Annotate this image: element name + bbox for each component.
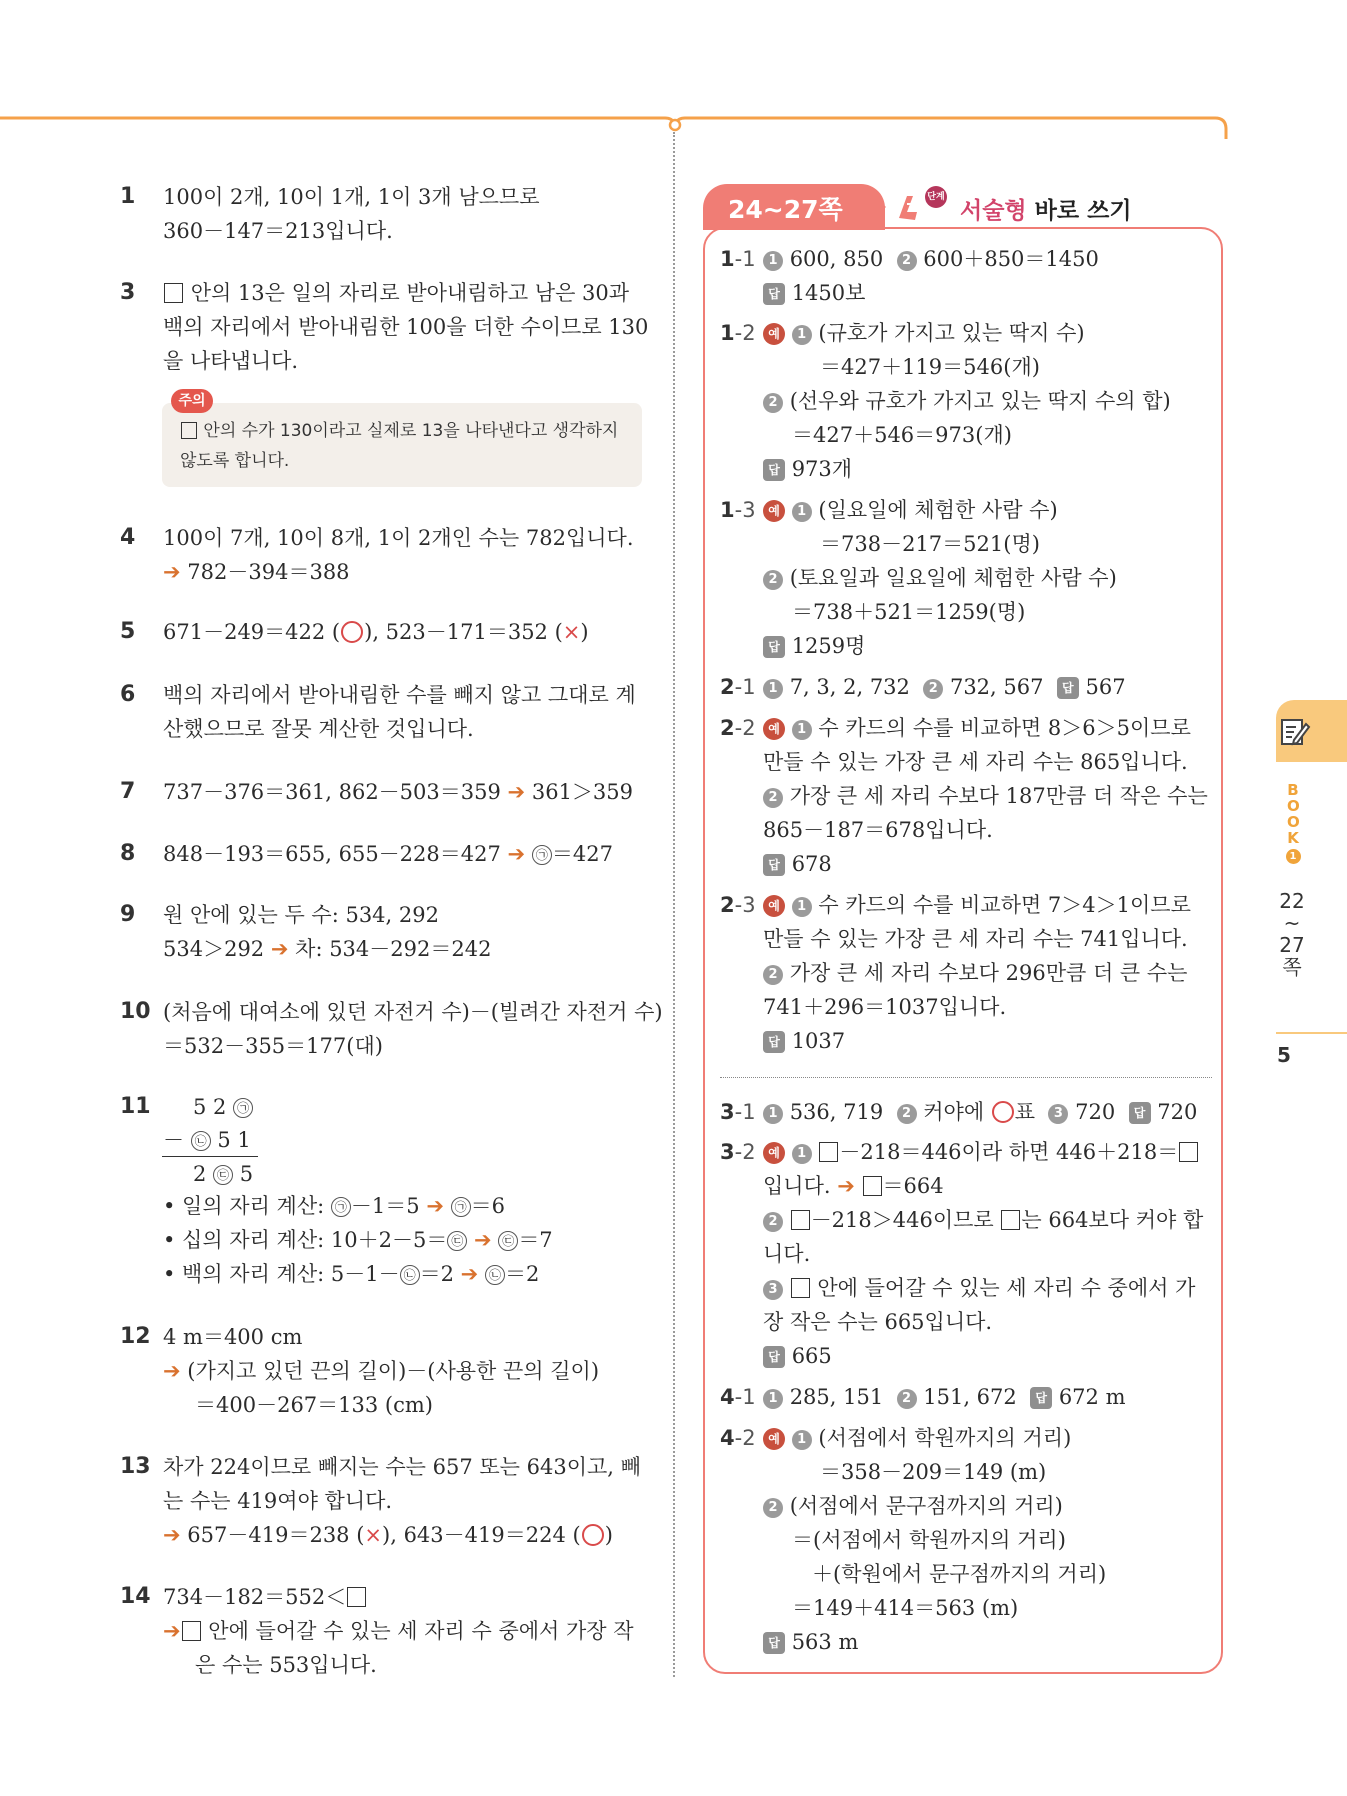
answer-value: 563 m [791, 1630, 859, 1654]
text-part: 는 664보다 커야 합 [1021, 1208, 1204, 1232]
subtraction-row-2 [163, 1123, 251, 1157]
text-part: 534＞292 [163, 937, 265, 961]
symbol-digeut: ㉢ [213, 1165, 233, 1185]
symbol-digeut: ㉢ [498, 1231, 518, 1251]
num-sub: -1 [734, 1385, 756, 1409]
answer-icon: 답 [1030, 1387, 1052, 1409]
text-line: 4 m＝400 cm [163, 1325, 303, 1349]
answer-number [720, 888, 756, 922]
step-icon [895, 190, 929, 224]
wrong-x-icon: × [364, 1523, 383, 1547]
page-end: 27 [1279, 933, 1305, 957]
text-line: (가지고 있던 끈의 길이)－(사용한 끈의 길이) [187, 1359, 600, 1383]
text-part: 600＋850＝1450 [923, 247, 1099, 271]
step-2-icon: 2 [897, 1104, 917, 1124]
text-line: 782－394＝388 [187, 560, 350, 584]
page-number: 5 [1277, 1043, 1291, 1067]
blank-box-icon [819, 1142, 838, 1162]
text-part: 361＞359 [531, 780, 634, 804]
symbol-nieun: ㉡ [191, 1131, 211, 1151]
num-sub: -1 [734, 247, 756, 271]
arrow-icon: ➔ [163, 1619, 181, 1643]
caution-badge: 주의 [171, 389, 213, 413]
page-start: 22 [1279, 889, 1305, 913]
text-line: 안의 13은 일의 자리로 받아내림하고 남은 30과 [190, 281, 630, 305]
text-line: 만들 수 있는 가장 큰 세 자리 수는 741입니다. [763, 927, 1188, 951]
text-part: 536, 719 [789, 1100, 884, 1124]
num-main: 3 [720, 1100, 735, 1124]
book-text: BOOK [1287, 781, 1300, 847]
text-part: 커야에 [923, 1100, 985, 1124]
blank-box-icon [1001, 1210, 1020, 1230]
section-title-rest: 바로 쓰기 [1026, 198, 1132, 224]
text-part: (서점에서 문구점까지의 거리) [789, 1494, 1063, 1518]
step-1-icon: 1 [763, 1389, 783, 1409]
text-line: 은 수는 553입니다. [195, 1653, 377, 1677]
digits: 5 2 [193, 1095, 227, 1119]
text-line: ＝738－217＝521(명) [820, 532, 1040, 556]
num-sub: -1 [734, 675, 756, 699]
blank-box-icon [164, 283, 183, 303]
step-2-icon: 2 [763, 570, 783, 590]
answer-number [720, 711, 756, 745]
arrow-icon: ➔ [507, 780, 526, 804]
text-line: 차가 224이므로 빼지는 수는 657 또는 643이고, 빼 [163, 1455, 641, 1479]
arrow-icon: ➔ [460, 1262, 479, 1286]
caution-line: 안의 수가 130이라고 실제로 13을 나타낸다고 생각하지 [203, 421, 619, 441]
problem-number: 8 [120, 841, 136, 866]
text-part: • 백의 자리 계산: 5－1－ [163, 1262, 400, 1286]
text-part: 안에 들어갈 수 있는 세 자리 수 중에서 가 [817, 1276, 1196, 1300]
problem-number: 1 [120, 184, 136, 209]
blank-box-icon [863, 1176, 882, 1196]
text-line: (처음에 대여소에 있던 자전거 수)－(빌려간 자전거 수) [163, 1000, 663, 1024]
caution-line: 않도록 합니다. [180, 451, 290, 471]
text-part: 720 [1075, 1100, 1116, 1124]
text-part: ＝7 [518, 1228, 553, 1252]
text-part: • 일의 자리 계산: [163, 1194, 325, 1218]
answer-value: 665 [791, 1344, 832, 1368]
step-1-icon: 1 [792, 720, 812, 740]
text-part: 600, 850 [789, 247, 884, 271]
answer-icon: 답 [763, 854, 785, 876]
header-rule [0, 115, 1230, 139]
digits: 5 1 [217, 1128, 251, 1152]
problem-number: 9 [120, 902, 136, 927]
num-sub: -2 [734, 716, 756, 740]
minus-sign: － [163, 1128, 184, 1152]
step-2-icon: 2 [897, 251, 917, 271]
answer-number [720, 493, 756, 527]
num-sub: -2 [734, 1140, 756, 1164]
text-line: 장 작은 수는 665입니다. [763, 1310, 993, 1334]
answer-number [720, 316, 756, 350]
notebook-pencil-icon [1278, 716, 1312, 748]
symbol-nieun: ㉡ [400, 1265, 420, 1285]
text-part: • 십의 자리 계산: 10＋2－5＝ [163, 1228, 448, 1252]
step-2-icon: 2 [897, 1389, 917, 1409]
num-sub: -1 [734, 1100, 756, 1124]
text-part: ＝6 [470, 1194, 505, 1218]
text-line: ＝(서점에서 학원까지의 거리) [792, 1528, 1066, 1552]
text-part: 입니다. [763, 1174, 831, 1198]
num-main: 4 [720, 1385, 735, 1409]
step-1-icon: 1 [792, 1144, 812, 1164]
answer-number [720, 1380, 756, 1414]
problem-number: 4 [120, 525, 136, 550]
step-1-icon: 1 [792, 325, 812, 345]
num-main: 1 [720, 321, 735, 345]
symbol-giyeok: ㉠ [451, 1197, 471, 1217]
num-sub: -2 [734, 321, 756, 345]
text-line: 는 수는 419여야 합니다. [163, 1489, 393, 1513]
step-1-icon: 1 [792, 897, 812, 917]
bullet-hundreds [163, 1258, 539, 1288]
text-part: 수 카드의 수를 비교하면 7＞4＞1이므로 [818, 893, 1191, 917]
text-part: 차: 534－292＝242 [295, 937, 492, 961]
text-part: (토요일과 일요일에 체험한 사람 수) [789, 566, 1117, 590]
symbol-giyeok: ㉠ [233, 1098, 253, 1118]
text-part: 가장 큰 세 자리 수보다 296만큼 더 큰 수는 [789, 961, 1188, 985]
example-icon: 예 [763, 1428, 785, 1450]
page-unit: 쪽 [1282, 955, 1302, 979]
problem-number: 6 [120, 682, 136, 707]
blank-box-icon [1179, 1142, 1198, 1162]
blank-box-icon [791, 1210, 810, 1230]
text-line: ＝532－355＝177(대) [163, 1034, 383, 1058]
example-icon: 예 [763, 1142, 785, 1164]
answer-value: 1450보 [791, 281, 866, 305]
blank-box-icon [182, 1621, 201, 1641]
text-line: ＋(학원에서 문구점까지의 거리) [812, 1562, 1107, 1586]
text-part: 151, 672 [923, 1385, 1017, 1409]
text-line: ＝149＋414＝563 (m) [792, 1596, 1019, 1620]
text-line: 100이 7개, 10이 8개, 1이 2개인 수는 782입니다. [163, 526, 634, 550]
example-icon: 예 [763, 323, 785, 345]
text-part: ＝2 [419, 1262, 454, 1286]
answer-number [720, 242, 756, 276]
answer-icon: 답 [763, 459, 785, 481]
symbol-giyeok: ㉠ [331, 1197, 351, 1217]
blank-box-icon [181, 422, 197, 439]
symbol-nieun: ㉡ [485, 1265, 505, 1285]
num-sub: -3 [734, 498, 756, 522]
problem-number: 14 [120, 1584, 151, 1609]
text-part: －218＞446이므로 [810, 1208, 994, 1232]
text-part: 안에 들어갈 수 있는 세 자리 수 중에서 가장 작 [208, 1619, 634, 1643]
text-part: ), 523－171＝352 ( [364, 620, 563, 644]
problem-number: 11 [120, 1094, 151, 1119]
section-title [960, 192, 1132, 225]
num-main: 2 [720, 716, 735, 740]
step-2-icon: 2 [763, 393, 783, 413]
num-main: 3 [720, 1140, 735, 1164]
step-1-icon: 1 [792, 502, 812, 522]
text-line: ＝427＋119＝546(개) [820, 355, 1040, 379]
step-1-icon: 1 [792, 1430, 812, 1450]
answer-value: 672 m [1058, 1385, 1126, 1409]
answer-value: 720 [1157, 1100, 1198, 1124]
text-part: 734－182＝552＜ [163, 1585, 347, 1609]
text-part: 657－419＝238 ( [187, 1523, 365, 1547]
arrow-icon: ➔ [163, 560, 181, 584]
text-part: ＝664 [882, 1174, 944, 1198]
text-line: ＝358－209＝149 (m) [820, 1460, 1047, 1484]
arrow-icon: ➔ [426, 1194, 444, 1218]
text-line: ＝400－267＝133 (cm) [195, 1393, 433, 1417]
num-sub: -3 [734, 893, 756, 917]
text-part: ), 643－419＝224 ( [382, 1523, 581, 1547]
answer-value: 1037 [791, 1029, 846, 1053]
num-main: 2 [720, 675, 735, 699]
text-line: 만들 수 있는 가장 큰 세 자리 수는 865입니다. [763, 750, 1188, 774]
text-part: 671－249＝422 ( [163, 620, 341, 644]
text-part: (선우와 규호가 가지고 있는 딱지 수의 합) [789, 389, 1171, 413]
step-2-icon: 2 [763, 788, 783, 808]
num-main: 1 [720, 498, 735, 522]
text-part: ＝427 [551, 842, 613, 866]
text-part: －218＝446이라 하면 446＋218＝ [839, 1140, 1179, 1164]
answer-number [720, 1135, 756, 1169]
answer-number [720, 1421, 756, 1455]
text-part: －1＝5 [350, 1194, 420, 1218]
text-part: (일요일에 체험한 사람 수) [818, 498, 1058, 522]
answer-icon: 답 [763, 283, 785, 305]
problem-number: 7 [120, 779, 136, 804]
text-line: 을 나타냅니다. [163, 349, 299, 373]
problem-number: 3 [120, 280, 136, 305]
step-1-icon: 1 [763, 679, 783, 699]
section-divider [720, 1077, 1212, 1078]
correct-circle-icon [341, 621, 363, 643]
arrow-icon: ➔ [163, 1523, 181, 1547]
text-part: ＝2 [504, 1262, 540, 1286]
step-badge: 단계 [925, 186, 947, 208]
text-part: 가장 큰 세 자리 수보다 187만큼 더 작은 수는 [789, 784, 1208, 808]
blank-box-icon [347, 1587, 366, 1607]
problem-number: 5 [120, 619, 136, 644]
book-number: 1 [1286, 849, 1301, 864]
subtraction-row-3 [193, 1157, 253, 1191]
bullet-tens [163, 1224, 553, 1254]
text-part: ) [580, 620, 589, 644]
text-line: 100이 2개, 10이 1개, 1이 3개 남으므로 [163, 185, 540, 209]
step-2-icon: 2 [763, 965, 783, 985]
answer-icon: 답 [1057, 677, 1079, 699]
arrow-icon: ➔ [474, 1228, 492, 1252]
answer-value: 973개 [791, 457, 853, 481]
subtraction-row-1 [193, 1090, 253, 1124]
answer-icon: 답 [1129, 1102, 1151, 1124]
answer-value: 567 [1085, 675, 1126, 699]
num-main: 4 [720, 1426, 735, 1450]
wrong-x-icon: × [562, 620, 581, 644]
text-line: 원 안에 있는 두 수: 534, 292 [163, 903, 439, 927]
step-2-icon: 2 [923, 679, 943, 699]
text-part: ) [604, 1523, 613, 1547]
step-2-icon: 2 [763, 1212, 783, 1232]
symbol-giyeok: ㉠ [532, 845, 552, 865]
text-part: 표 [1014, 1100, 1036, 1124]
text-line: 산했으므로 잘못 계산한 것입니다. [163, 717, 474, 741]
step-1-icon: 1 [763, 251, 783, 271]
step-3-icon: 3 [763, 1280, 783, 1300]
arrow-icon: ➔ [270, 937, 289, 961]
text-line: 백의 자리에서 받아내림한 100을 더한 수이므로 130 [163, 315, 649, 339]
answer-number [720, 1095, 756, 1129]
correct-circle-icon [582, 1524, 604, 1546]
text-part: 848－193＝655, 655－228＝427 [163, 842, 501, 866]
page-range [1272, 890, 1312, 978]
answer-value: 1259명 [791, 634, 866, 658]
digits: 2 [193, 1162, 207, 1186]
answer-icon: 답 [763, 1632, 785, 1654]
section-title-highlight: 서술형 [960, 198, 1027, 224]
answer-icon: 답 [763, 1346, 785, 1368]
text-line: 360－147＝213입니다. [163, 219, 393, 243]
text-line: 백의 자리에서 받아내림한 수를 빼지 않고 그대로 계 [163, 683, 636, 707]
answer-icon: 답 [763, 636, 785, 658]
book-label [1285, 782, 1301, 864]
text-part: 285, 151 [789, 1385, 884, 1409]
text-part: (규호가 가지고 있는 딱지 수) [818, 321, 1085, 345]
text-line: 865－187＝678입니다. [763, 818, 993, 842]
num-main: 1 [720, 247, 735, 271]
example-icon: 예 [763, 895, 785, 917]
step-3-icon: 3 [1048, 1104, 1068, 1124]
pages-tab-point [860, 184, 886, 230]
problem-number: 13 [120, 1454, 151, 1479]
arrow-icon: ➔ [837, 1174, 855, 1198]
text-line: ＝427＋546＝973(개) [792, 423, 1012, 447]
step-1-icon: 1 [763, 1104, 783, 1124]
arrow-icon: ➔ [507, 842, 526, 866]
text-line: ＝738＋521＝1259(명) [792, 600, 1026, 624]
text-line: 니다. [763, 1242, 811, 1266]
text-part: 732, 567 [949, 675, 1044, 699]
digits: 5 [239, 1162, 254, 1186]
num-sub: -2 [734, 1426, 756, 1450]
text-part: (서점에서 학원까지의 거리) [818, 1426, 1072, 1450]
page-tilde: ~ [1283, 911, 1301, 935]
blank-box-icon [791, 1278, 810, 1298]
text-line: 741＋296＝1037입니다. [763, 995, 1007, 1019]
num-main: 2 [720, 893, 735, 917]
example-icon: 예 [763, 500, 785, 522]
example-icon: 예 [763, 718, 785, 740]
bullet-ones [163, 1190, 505, 1220]
side-rule [1276, 1032, 1347, 1034]
symbol-digeut: ㉢ [447, 1231, 467, 1251]
answer-icon: 답 [763, 1031, 785, 1053]
step-2-icon: 2 [763, 1498, 783, 1518]
text-part: 수 카드의 수를 비교하면 8＞6＞5이므로 [818, 716, 1191, 740]
text-part: 737－376＝361, 862－503＝359 [163, 780, 501, 804]
caution-text [180, 416, 640, 476]
text-part: 7, 3, 2, 732 [789, 675, 910, 699]
answer-number [720, 670, 756, 704]
correct-circle-icon [992, 1101, 1014, 1123]
answer-value: 678 [791, 852, 832, 876]
problem-number: 12 [120, 1324, 151, 1349]
arrow-icon: ➔ [163, 1359, 181, 1383]
pages-label: 24~27쪽 [728, 195, 843, 224]
problem-number: 10 [120, 999, 151, 1024]
